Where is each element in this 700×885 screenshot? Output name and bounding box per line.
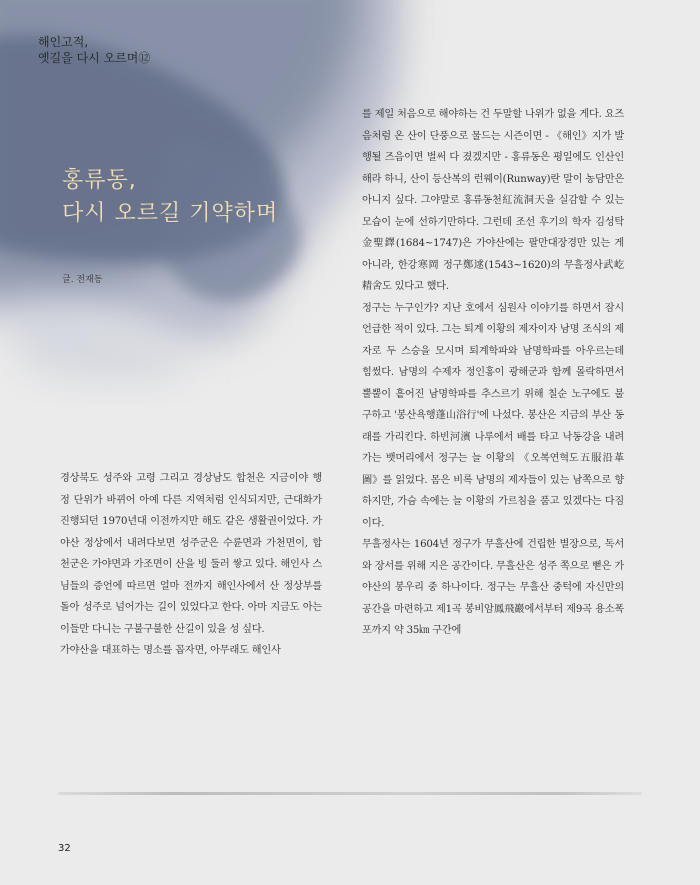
paragraph: 정구는 누구인가? 지난 호에서 심원사 이야기를 하면서 잠시 언급한 적이 있다. 그는 퇴계 이황의 제자이자 남명 조식의 제자로 두 스승을 모시며 퇴계학파와 남명학파를 아우르는데 힘썼다. 남명의 수제자 정인홍이 광해군과 함께 몰락하면서 뿔뿔이 흩어진 남명학파를 추스르기 위해 칠순 노구에도 불구하고 '봉산욕행蓬山浴行'에 나섰다. 봉산은 지금의 부산 동래를 가리킨다. 하빈河濱 나루에서 배를 타고 낙동강을 내려가는 뱃머리에서 정구는 늘 이황의 《오복연혁도五服沿革圖》를 읽었다. 몸은 비록 남명의 제자들이 있는 남쪽으로 향하지만, 가슴 속에는 늘 이황의 가르침을 품고 있겠다는 다짐이다. — [362, 302, 624, 529]
series-subtitle: 옛길을 다시 오르며⑫ — [38, 51, 151, 65]
page-number: 32 — [58, 843, 71, 854]
paragraph: 를 제일 처음으로 해야하는 건 두말할 나위가 없을 게다. 요즈음처럼 온 산이 단풍으로 물드는 시즌이면 - 《해인》지가 발행될 즈음이면 벌써 다 졌겠지만 - 홍류동은 평일에도 인산인해라 하니, 산이 등산복의 런웨이(Runway)란 말이 농담만은 아니지 싶다. 그야말로 홍류동천紅流洞天을 실감할 수 있는 모습이 눈에 선하기만하다. 그런데 조선 후기의 학자 김성탁金聖鐸(1684~1747)은 가야산에는 팔만대장경만 있는 게 아니라, 한강寒岡 정구鄭逑(1543~1620)의 무흘정사武屹精舍도 있다고 했다. — [362, 109, 624, 292]
paragraph: 가야산을 대표하는 명소를 꼽자면, 아무래도 해인사 — [60, 645, 281, 656]
body-column-right — [362, 104, 624, 642]
paragraph: 무흘정사는 1604년 정구가 무흘산에 건립한 별장으로, 독서와 장서를 위해 지은 공간이다. 무흘산은 성주 쪽으로 뻗은 가야산의 봉우리 중 하나이다. 정구는 무흘산 중턱에 자신만의 공간을 마련하고 제1곡 봉비암鳳飛巖에서부터 제9곡 용소폭포까지 약 35㎞ 구간에 — [362, 539, 624, 636]
paragraph: 경상북도 성주와 고령 그리고 경상남도 합천은 지금이야 행정 단위가 바뀌어 아예 다른 지역처럼 인식되지만, 근대화가 진행되던 1970년대 이전까지만 해도 같은 생활권이었다. 가야산 정상에서 내려다보면 성주군은 수륜면과 가천면이, 합천군은 가야면과 가조면이 산을 빙 둘러 쌓고 있다. 해인사 스님들의 증언에 따르면 얼마 전까지 해인사에서 산 정상부를 돌아 성주로 넘어가는 길이 있었다고 한다. 아마 지금도 아는 이들만 다니는 구불구불한 산길이 있을 성 싶다. — [60, 473, 322, 635]
series-title: 해인고적, — [38, 35, 89, 49]
bottom-divider — [58, 792, 642, 795]
series-label — [38, 34, 150, 66]
body-column-left — [60, 468, 322, 662]
article-title-line-2: 다시 오르길 기약하며 — [62, 201, 279, 226]
article-title-line-1: 홍류동, — [62, 168, 137, 193]
author-byline: 글. 전재동 — [62, 275, 103, 285]
article-title — [62, 164, 278, 230]
